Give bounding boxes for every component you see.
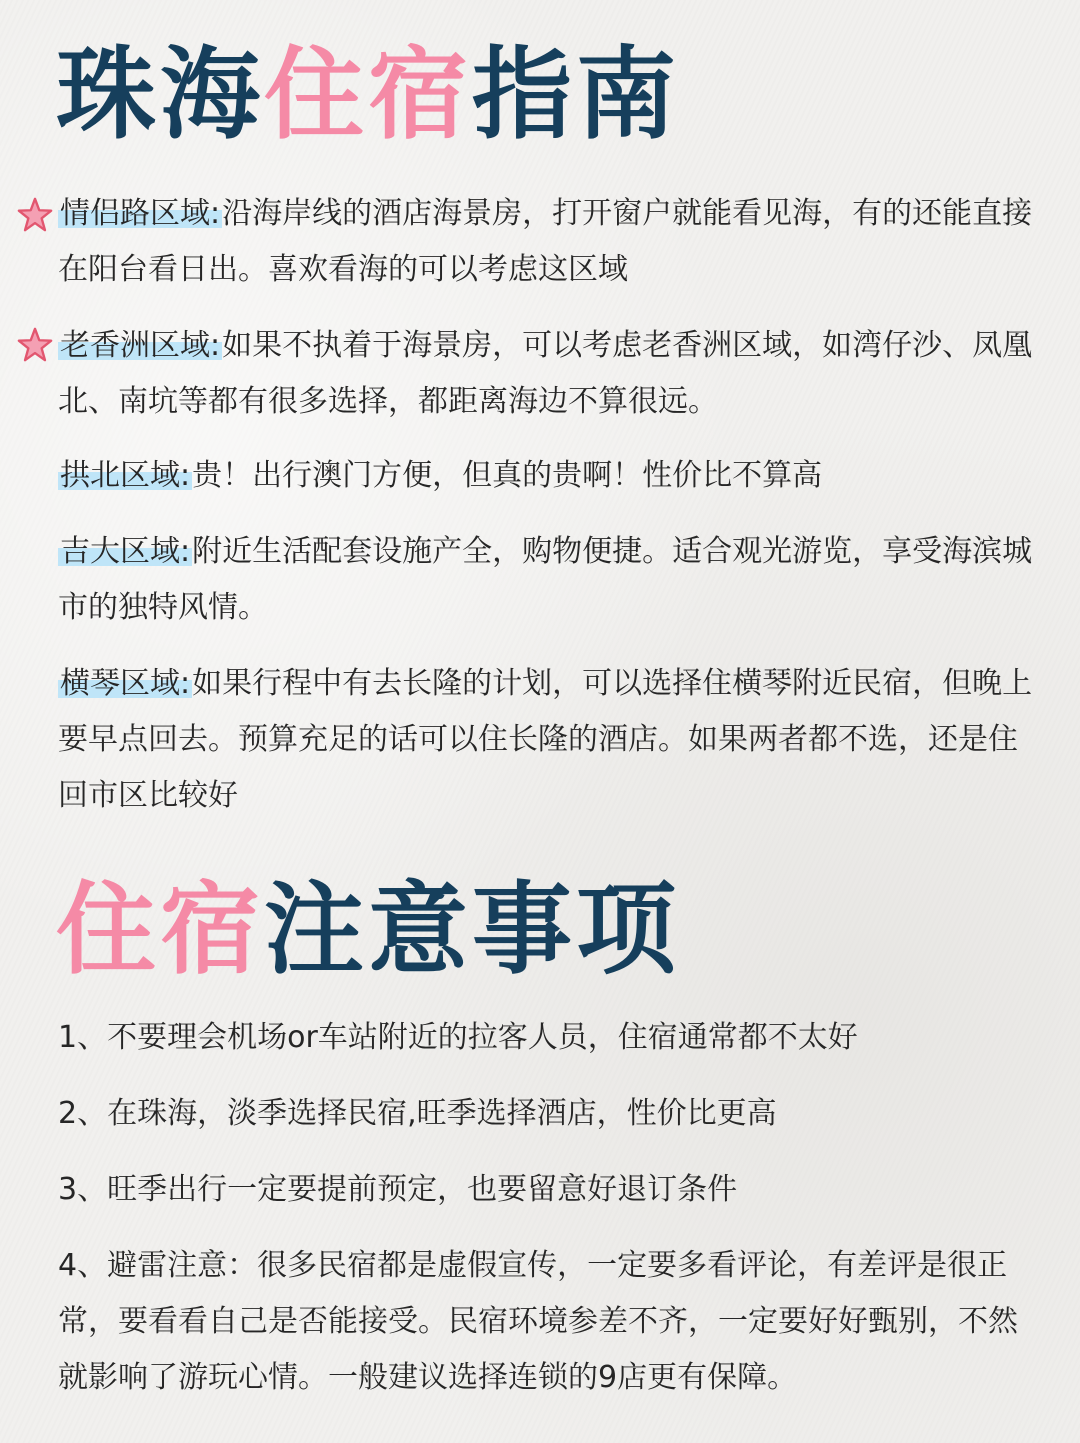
area-label: 吉大区域: [60, 534, 191, 569]
note-item: 1、不要理会机场or车站附近的拉客人员，住宿通常都不太好 [58, 1020, 858, 1055]
area-text: 如果行程中有去长隆的计划，可以选择住横琴附近民宿，但晚上要早点回去。预算充足的话可以住长隆的酒店。如果两者都不选，还是住回市区比较好 [58, 666, 1033, 813]
area-item-jida [58, 524, 1043, 636]
area-text: 贵！出行澳门方便，但真的贵啊！性价比不算高 [192, 458, 823, 493]
area-text: 如果不执着于海景房，可以考虑老香洲区域，如湾仔沙、凤凰北、南坑等都有很多选择，都距离海边不算很远。 [58, 328, 1033, 419]
area-label: 拱北区域: [60, 458, 191, 493]
star-icon [16, 326, 54, 364]
area-text: 附近生活配套设施产全，购物便捷。适合观光游览，享受海滨城市的独特风情。 [58, 534, 1033, 625]
main-title [56, 36, 680, 153]
star-icon [16, 196, 54, 234]
title-part-guide: 指南 [472, 36, 680, 153]
area-item-old-xiangzhou [58, 318, 1043, 430]
area-item-hengqin [58, 656, 1043, 824]
note-item: 4、避雷注意：很多民宿都是虚假宣传，一定要多看评论，有差评是很正常，要看看自己是否能接受。民宿环境参差不齐，一定要好好甄别，不然就影响了游玩心情。一般建议选择连锁的9店更有保障。 [58, 1248, 1018, 1395]
area-label: 老香洲区域: [60, 328, 221, 363]
area-text: 沿海岸线的酒店海景房，打开窗户就能看见海，有的还能直接在阳台看日出。喜欢看海的可以考虑这区域 [58, 196, 1033, 287]
note-item: 2、在珠海，淡季选择民宿,旺季选择酒店，性价比更高 [58, 1096, 777, 1131]
area-label: 横琴区域: [60, 666, 191, 701]
note-item: 3、旺季出行一定要提前预定，也要留意好退订条件 [58, 1172, 738, 1207]
title-part-lodging: 住宿 [56, 871, 264, 988]
area-item-lovers-road [58, 186, 1043, 298]
area-label: 情侣路区域: [60, 196, 221, 231]
title-part-notes: 注意事项 [264, 871, 680, 988]
notes-title [56, 871, 680, 988]
area-item-gongbei [58, 448, 1043, 504]
title-part-lodging: 住宿 [264, 36, 472, 153]
title-part-city: 珠海 [56, 36, 264, 153]
